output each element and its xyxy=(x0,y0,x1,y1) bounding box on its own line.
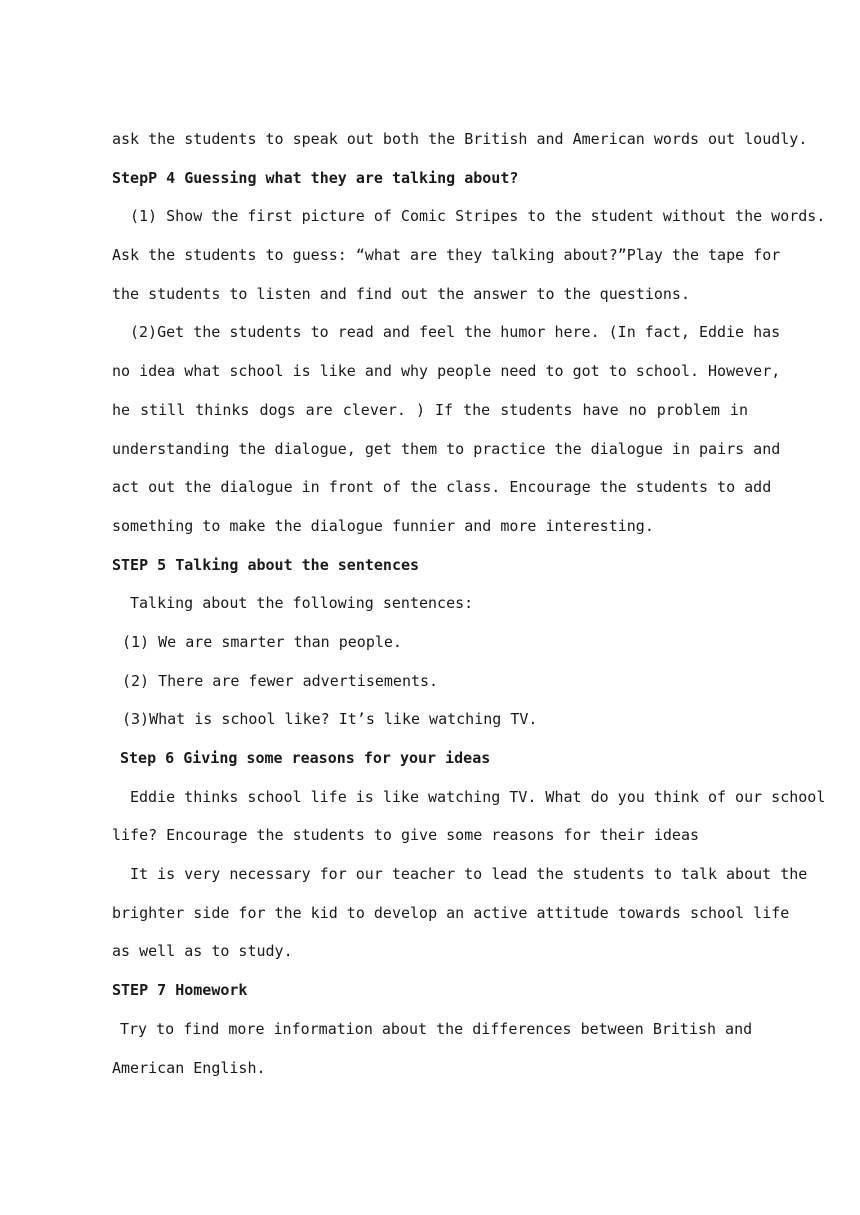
list-item: (2) There are fewer advertisements. xyxy=(122,671,439,690)
paragraph-line: brighter side for the kid to develop an active attitude towards school life xyxy=(112,903,790,922)
paragraph-line: understanding the dialogue, get them to practice the dialogue in pairs and xyxy=(112,439,781,458)
step4-heading: StepP 4 Guessing what they are talking about? xyxy=(112,168,519,187)
paragraph-line: he still thinks dogs are clever. ) If the students have no problem in xyxy=(112,400,748,419)
paragraph-line: (1) Show the first picture of Comic Stripes to the student without the words. xyxy=(130,207,826,226)
paragraph-line: American English. xyxy=(112,1058,266,1077)
paragraph-line: no idea what school is like and why people need to got to school. However, xyxy=(112,362,781,381)
paragraph-line: as well as to study. xyxy=(112,942,293,961)
list-item: (1) We are smarter than people. xyxy=(122,632,402,651)
paragraph-line: Eddie thinks school life is like watching TV. What do you think of our school xyxy=(130,787,826,806)
step5-intro: Talking about the following sentences: xyxy=(130,594,474,613)
paragraph-line: the students to listen and find out the answer to the questions. xyxy=(112,284,690,303)
step5-heading: STEP 5 Talking about the sentences xyxy=(112,555,420,574)
paragraph-line: It is very necessary for our teacher to lead the students to talk about the xyxy=(130,865,808,884)
list-item: (3)What is school like? It’s like watching TV. xyxy=(122,710,538,729)
step6-heading: Step 6 Giving some reasons for your ideas xyxy=(120,749,491,767)
paragraph-line: ask the students to speak out both the British and American words out loudly. xyxy=(112,130,808,148)
document-body xyxy=(112,120,826,1087)
paragraph-line: Ask the students to guess: “what are they talking about?”Play the tape for xyxy=(112,246,781,265)
paragraph-line: (2)Get the students to read and feel the humor here. (In fact, Eddie has xyxy=(130,323,781,342)
paragraph-line: life? Encourage the students to give some reasons for their ideas xyxy=(112,826,699,845)
paragraph-line: something to make the dialogue funnier and more interesting. xyxy=(112,516,654,535)
step7-heading: STEP 7 Homework xyxy=(112,981,248,1000)
paragraph-line: act out the dialogue in front of the class. Encourage the students to add xyxy=(112,478,772,497)
paragraph-line: Try to find more information about the differences between British and xyxy=(120,1019,753,1038)
